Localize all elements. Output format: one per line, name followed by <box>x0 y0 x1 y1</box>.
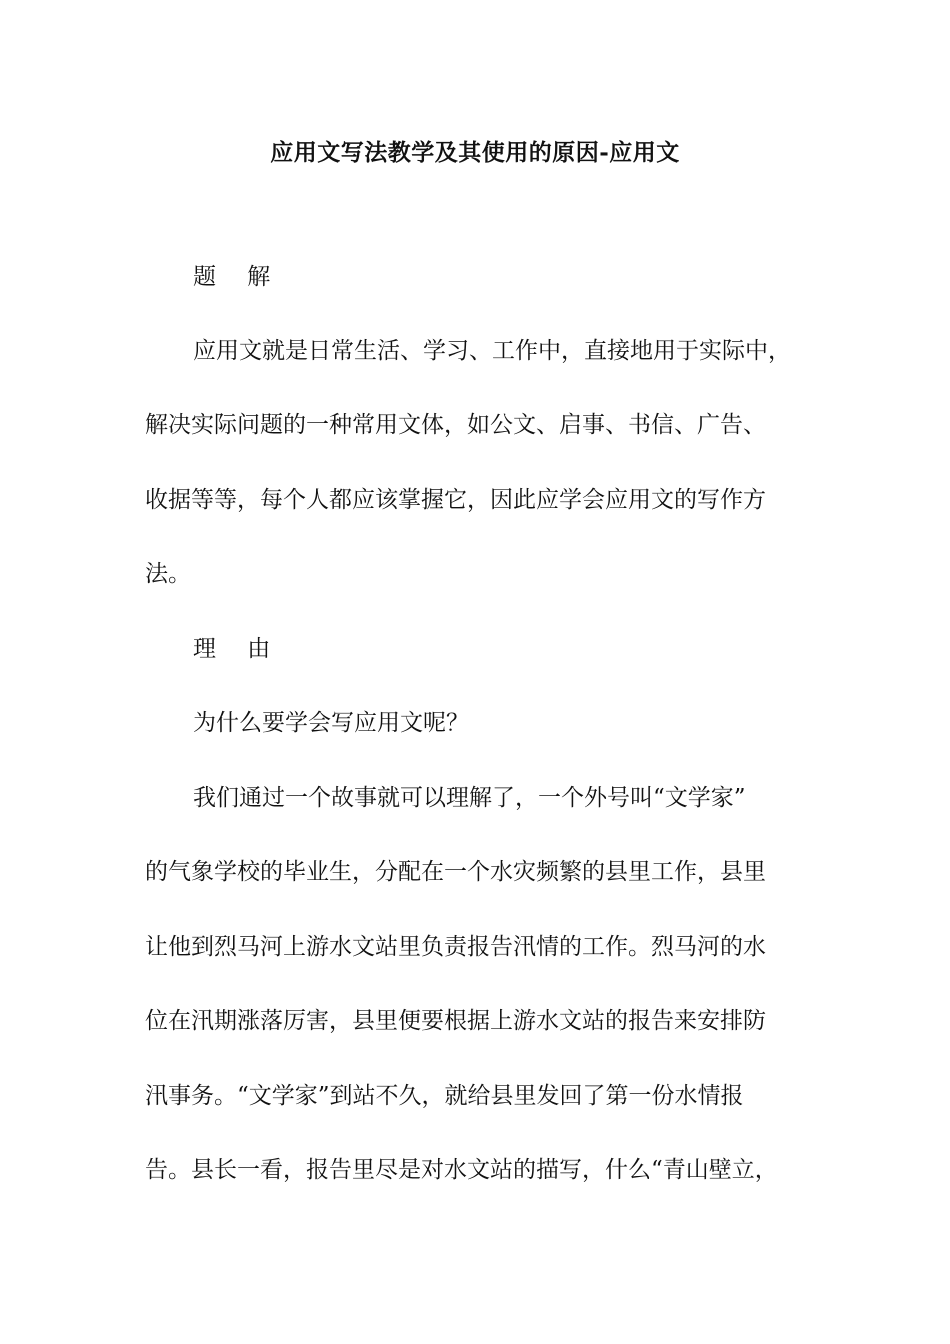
paragraph-line: 应用文就是日常生活、学习、工作中，直接地用于实际中， <box>193 338 791 364</box>
paragraph-line: 让他到烈马河上游水文站里负责报告汛情的工作。烈马河的水 <box>145 934 766 960</box>
section-heading-reason: 理 由 <box>193 636 283 662</box>
paragraph-line: 收据等等，每个人都应该掌握它，因此应学会应用文的写作方 <box>145 487 766 513</box>
paragraph-line: 告。县长一看，报告里尽是对水文站的描写，什么“青山壁立， <box>145 1157 778 1183</box>
paragraph-line: 我们通过一个故事就可以理解了，一个外号叫“文学家” <box>193 785 746 811</box>
paragraph-line: 解决实际问题的一种常用文体，如公文、启事、书信、广告、 <box>145 412 766 438</box>
paragraph-line: 为什么要学会写应用文呢？ <box>193 710 469 736</box>
paragraph-line: 的气象学校的毕业生，分配在一个水灾频繁的县里工作，县里 <box>145 859 766 885</box>
paragraph-line: 位在汛期涨落厉害，县里便要根据上游水文站的报告来安排防 <box>145 1008 766 1034</box>
paragraph-line: 法。 <box>145 561 191 587</box>
paragraph-line: 汛事务。“文学家”到站不久，就给县里发回了第一份水情报 <box>145 1083 744 1109</box>
document-title: 应用文写法教学及其使用的原因-应用文 <box>270 139 680 166</box>
section-heading-explanation: 题 解 <box>193 264 283 290</box>
